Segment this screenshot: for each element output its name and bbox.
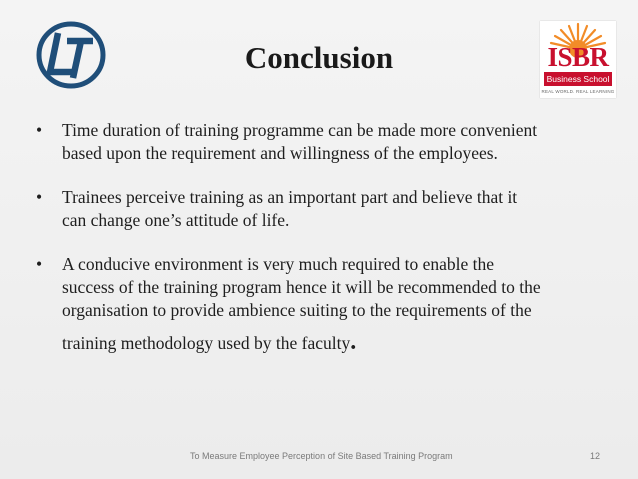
bullet-text-line: based upon the requirement and willingness of the employees. [62,143,498,163]
bullet-text-line: Time duration of training programme can be made more convenient [62,120,538,140]
bullet-text-line: can change one’s attitude of life. [62,210,290,230]
bullet-item-1 [36,119,616,165]
bullet-text-line: success of the training program hence it will be recommended to the [62,277,541,297]
slide-footer: To Measure Employee Perception of Site Based Training Program [190,451,453,461]
bullet-text-line-last [62,330,616,355]
bullet-marker: • [36,120,43,140]
bullet-text-line: organisation to provide ambience suiting to the requirements of the [62,300,532,320]
bullet-final-period: . [350,329,357,355]
bullet-text-line: Trainees perceive training as an important part and believe that it [62,187,518,207]
isbr-logo-band: Business School [544,72,612,86]
isbr-logo-tagline: REAL WORLD. REAL LEARNING [541,89,615,94]
bullet-list [36,119,616,355]
bullet-item-2 [36,186,616,232]
bullet-marker: • [36,187,43,207]
bullet-marker: • [36,254,43,274]
bullet-text-final: training methodology used by the faculty [62,333,351,353]
bullet-item-3 [36,253,616,355]
slide-title: Conclusion [244,40,394,75]
isbr-logo-wordmark: ISBR [547,42,609,72]
page-number: 12 [590,451,601,461]
bullet-text-line: A conducive environment is very much required to enable the [62,254,495,274]
